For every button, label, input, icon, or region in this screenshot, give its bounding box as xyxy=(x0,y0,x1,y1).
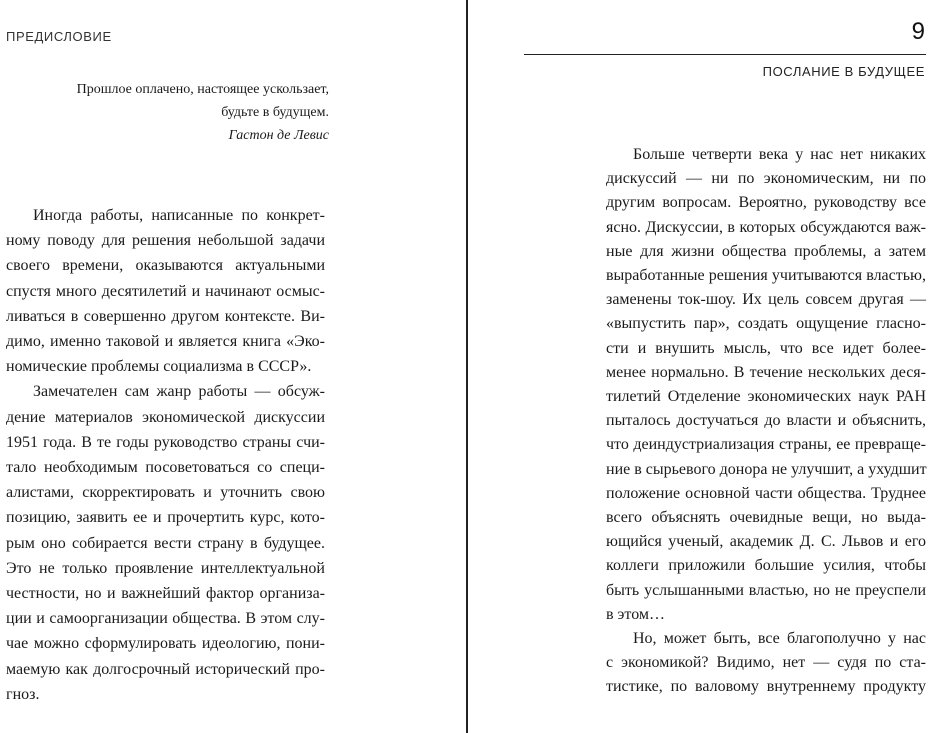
text-line: тилетий Отделение экономических наук РАН xyxy=(606,388,926,406)
text-line: тистике, по валовому внутреннему продукту xyxy=(606,678,926,696)
epigraph-attribution: Гастон де Левис xyxy=(228,128,329,143)
text-line: ции и самоорганизации общества. В этом слу- xyxy=(6,610,325,628)
text-line: что деиндустриализация страны, ее превраще- xyxy=(606,436,926,454)
text-line: чае можно сформулировать идеологию, пони- xyxy=(6,635,325,653)
text-line: сти и внушить мысль, что все идет более- xyxy=(606,339,926,357)
text-line: пыталось достучаться до власти и объяснить, xyxy=(606,412,926,430)
page-number: 9 xyxy=(911,18,925,45)
text-line: менее нормально. В течение нескольких деся- xyxy=(606,363,926,381)
text-line: ному поводу для решения небольшой задачи xyxy=(6,232,325,250)
text-line: быть услышанными властью, но не преуспели xyxy=(606,581,926,599)
text-line: ющийся ученый, академик Д. С. Львов и его xyxy=(606,533,926,551)
text-line: честности, но и важнейший фактор организа- xyxy=(6,585,325,603)
body-text-left xyxy=(6,203,325,707)
text-line: 1951 года. В те годы руководство страны счи- xyxy=(6,433,325,451)
text-line: другим вопросам. Вероятно, руководству все xyxy=(606,194,926,212)
text-line: ние в сырьевого донора не улучшит, а ухудшит xyxy=(606,460,927,478)
text-line: положение основной части общества. Труднее xyxy=(606,484,926,502)
text-line: Больше четверти века у нас нет никаких xyxy=(633,146,926,163)
text-line: Иногда работы, написанные по конкрет- xyxy=(33,207,325,224)
text-line: коллеги приложили большие усилия, чтобы xyxy=(606,557,926,575)
epigraph-line: Прошлое оплачено, настоящее ускользает, xyxy=(76,82,329,97)
text-line: выработанные решения учитываются властью, xyxy=(606,267,926,285)
text-line: дение материалов экономической дискуссии xyxy=(6,408,325,426)
running-head: ПРЕДИСЛОВИЕ xyxy=(6,29,112,44)
epigraph xyxy=(29,78,329,147)
text-line: всего объяснять очевидные вещи, но выда- xyxy=(606,509,926,527)
text-line: ясно. Дискуссии, в которых обсуждаются важ- xyxy=(606,218,926,236)
text-line: алистами, скорректировать и уточнить свою xyxy=(6,484,325,502)
text-line: номические проблемы социализма в СССР». xyxy=(6,358,312,376)
epigraph-line: будьте в будущем. xyxy=(221,105,329,120)
text-line: ливаться в совершенно другом контексте. Ви- xyxy=(6,307,325,325)
text-line: гноз. xyxy=(6,685,40,703)
text-line: димо, именно таковой и является книга «Эко- xyxy=(6,333,325,351)
text-line: Но, может быть, все благополучно у нас xyxy=(633,630,926,648)
text-line: заменены ток-шоу. Их цель совсем другая — xyxy=(606,291,926,309)
text-line: дискуссий — ни по экономическим, ни по xyxy=(606,170,926,188)
right-page xyxy=(468,0,930,733)
text-line: своего времени, оказываются актуальными xyxy=(6,257,325,275)
text-line: маемую как долгосрочный исторический про- xyxy=(6,660,325,678)
text-line: с экономикой? Видимо, нет — судя по ста- xyxy=(606,654,926,672)
text-line: спустя много десятилетий и начинают осмыс- xyxy=(6,282,325,300)
text-line: Это не только проявление интеллектуальной xyxy=(6,559,325,577)
running-head: ПОСЛАНИЕ В БУДУЩЕЕ xyxy=(762,64,925,79)
text-line: Замечателен сам жанр работы — обсуж- xyxy=(33,383,325,401)
text-line: в этом… xyxy=(606,605,666,623)
text-line: «выпустить пар», создать ощущение гласно- xyxy=(606,315,926,333)
body-text-right xyxy=(606,143,926,700)
text-line: ные для жизни общества проблемы, а затем xyxy=(606,242,926,260)
header-rule xyxy=(524,54,926,55)
text-line: тало необходимым посоветоваться со специ- xyxy=(6,459,325,477)
text-line: позицию, заявить ее и прочертить курс, кото- xyxy=(6,509,325,527)
text-line: рым оно собирается вести страну в будущее. xyxy=(6,534,325,552)
